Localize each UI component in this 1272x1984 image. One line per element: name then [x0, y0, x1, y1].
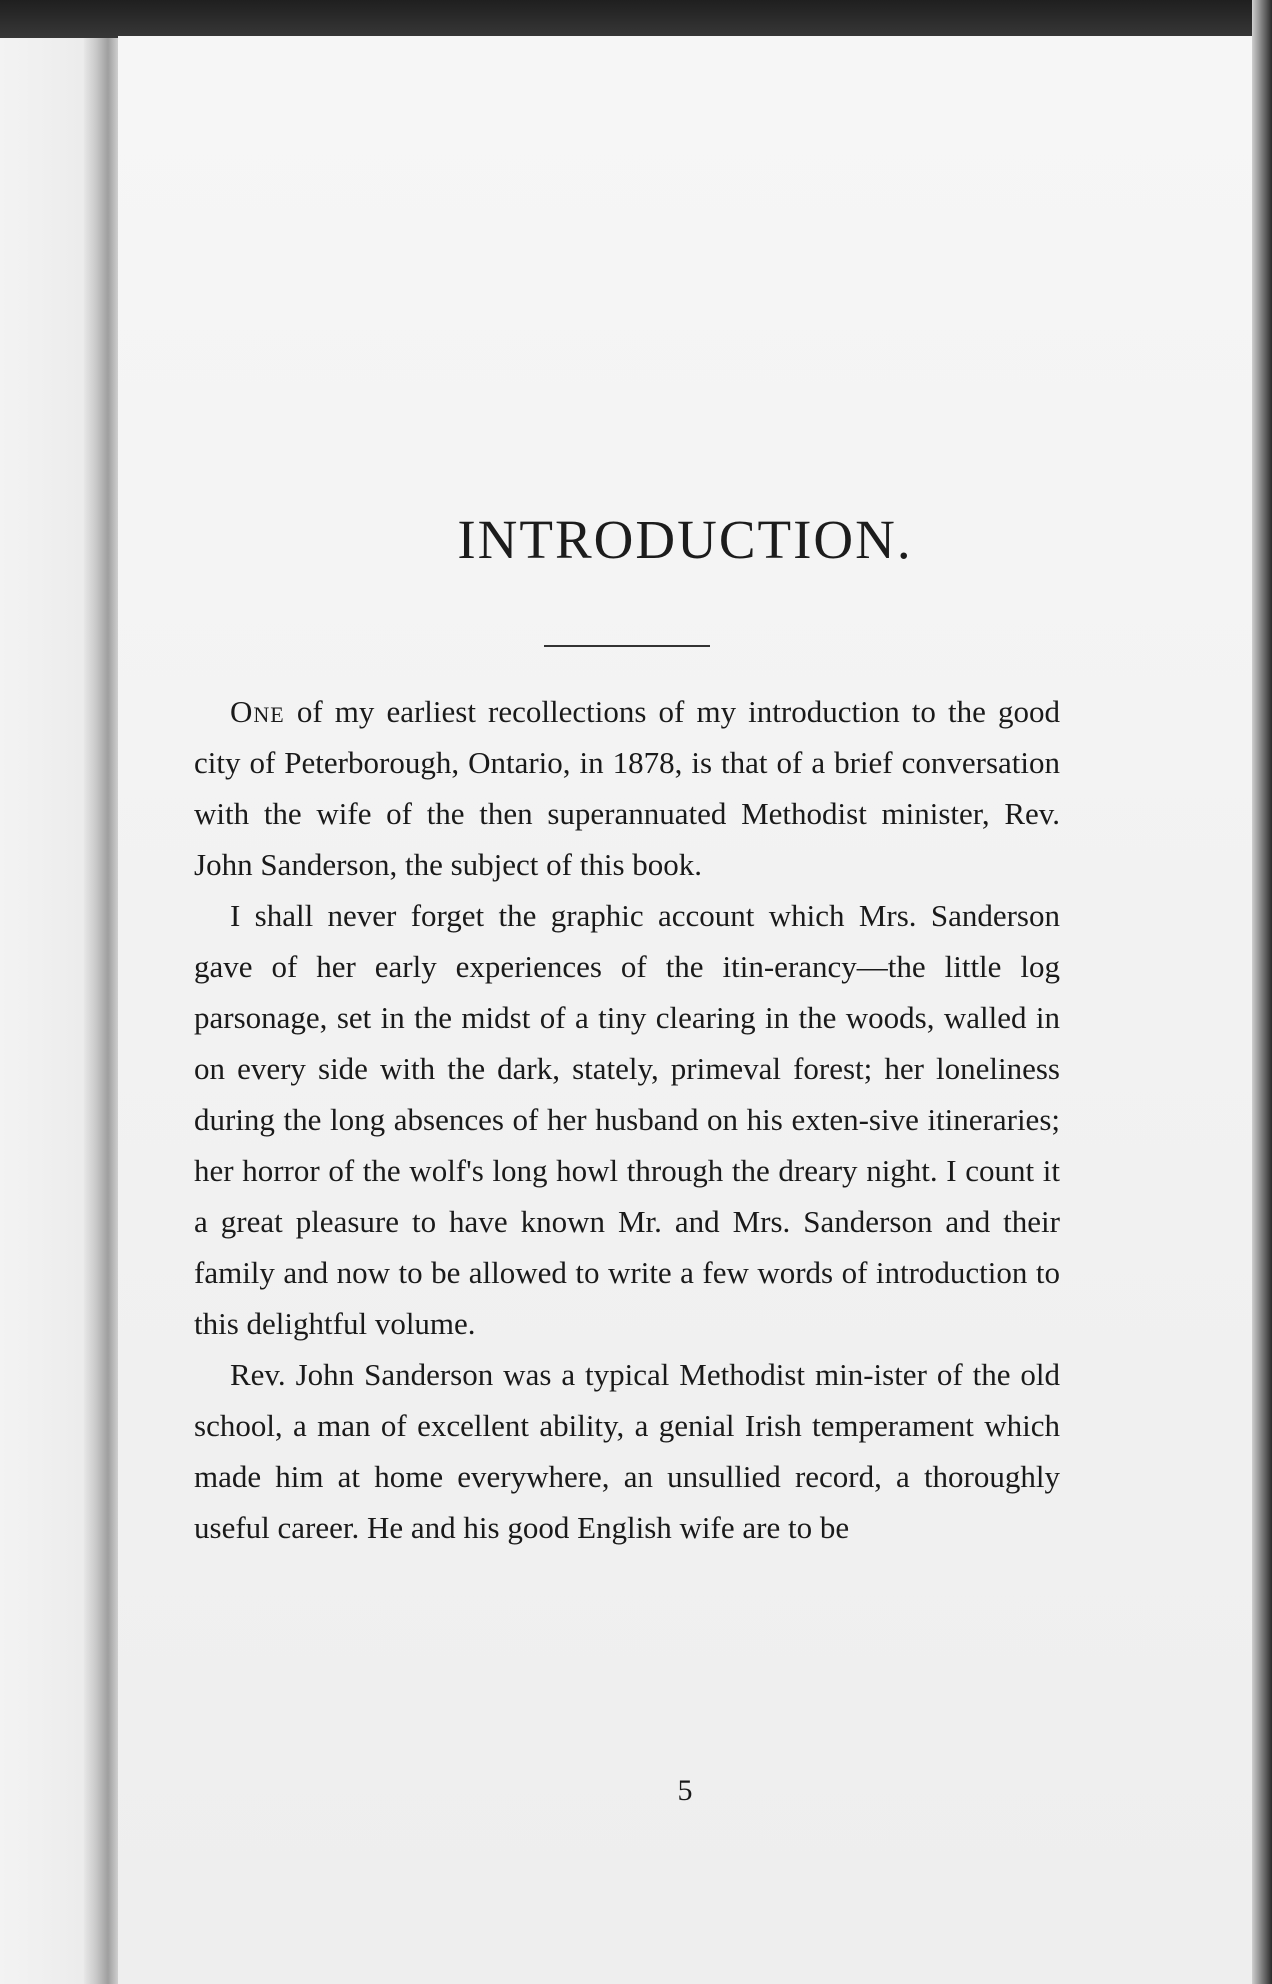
scan-right-border [1252, 0, 1272, 1984]
body-text [194, 686, 1060, 1553]
paragraph-3 [194, 1349, 1060, 1553]
paragraph-text: I shall never forget the graphic account which Mrs. Sanderson gave of her early experiences of the itin-erancy—the little log parsonage, set in the midst of a tiny clearing in the woods, walled in on every side with the dark, stately, primeval forest; her loneliness during the long absences of her husband on his exten-sive itineraries; her horror of the wolf's long howl through the dreary night. I count it a great pleasure to have known Mr. and Mrs. Sanderson and their family and now to be allowed to write a few words of introduction to this delightful volume. [194, 898, 1060, 1341]
book-page [118, 36, 1252, 1984]
paragraph-1 [194, 686, 1060, 890]
page-number: 5 [677, 1774, 693, 1807]
drop-lead-word: One [230, 694, 285, 729]
paragraph-2 [194, 890, 1060, 1349]
paragraph-text: Rev. John Sanderson was a typical Methodist min-ister of the old school, a man of excellent ability, a genial Irish temperament which made him at home everywhere, an unsullied record, a thoroughly useful career. He and his good English wife are to be [194, 1357, 1060, 1545]
paragraph-text: of my earliest recollections of my introduction to the good city of Peterborough, Ontario, in 1878, is that of a brief conversation with the wife of the then superannuated Methodist minister, Rev. John Sanderson, the subject of this book. [194, 694, 1060, 882]
chapter-title: INTRODUCTION. [457, 509, 913, 570]
title-rule [544, 645, 710, 647]
